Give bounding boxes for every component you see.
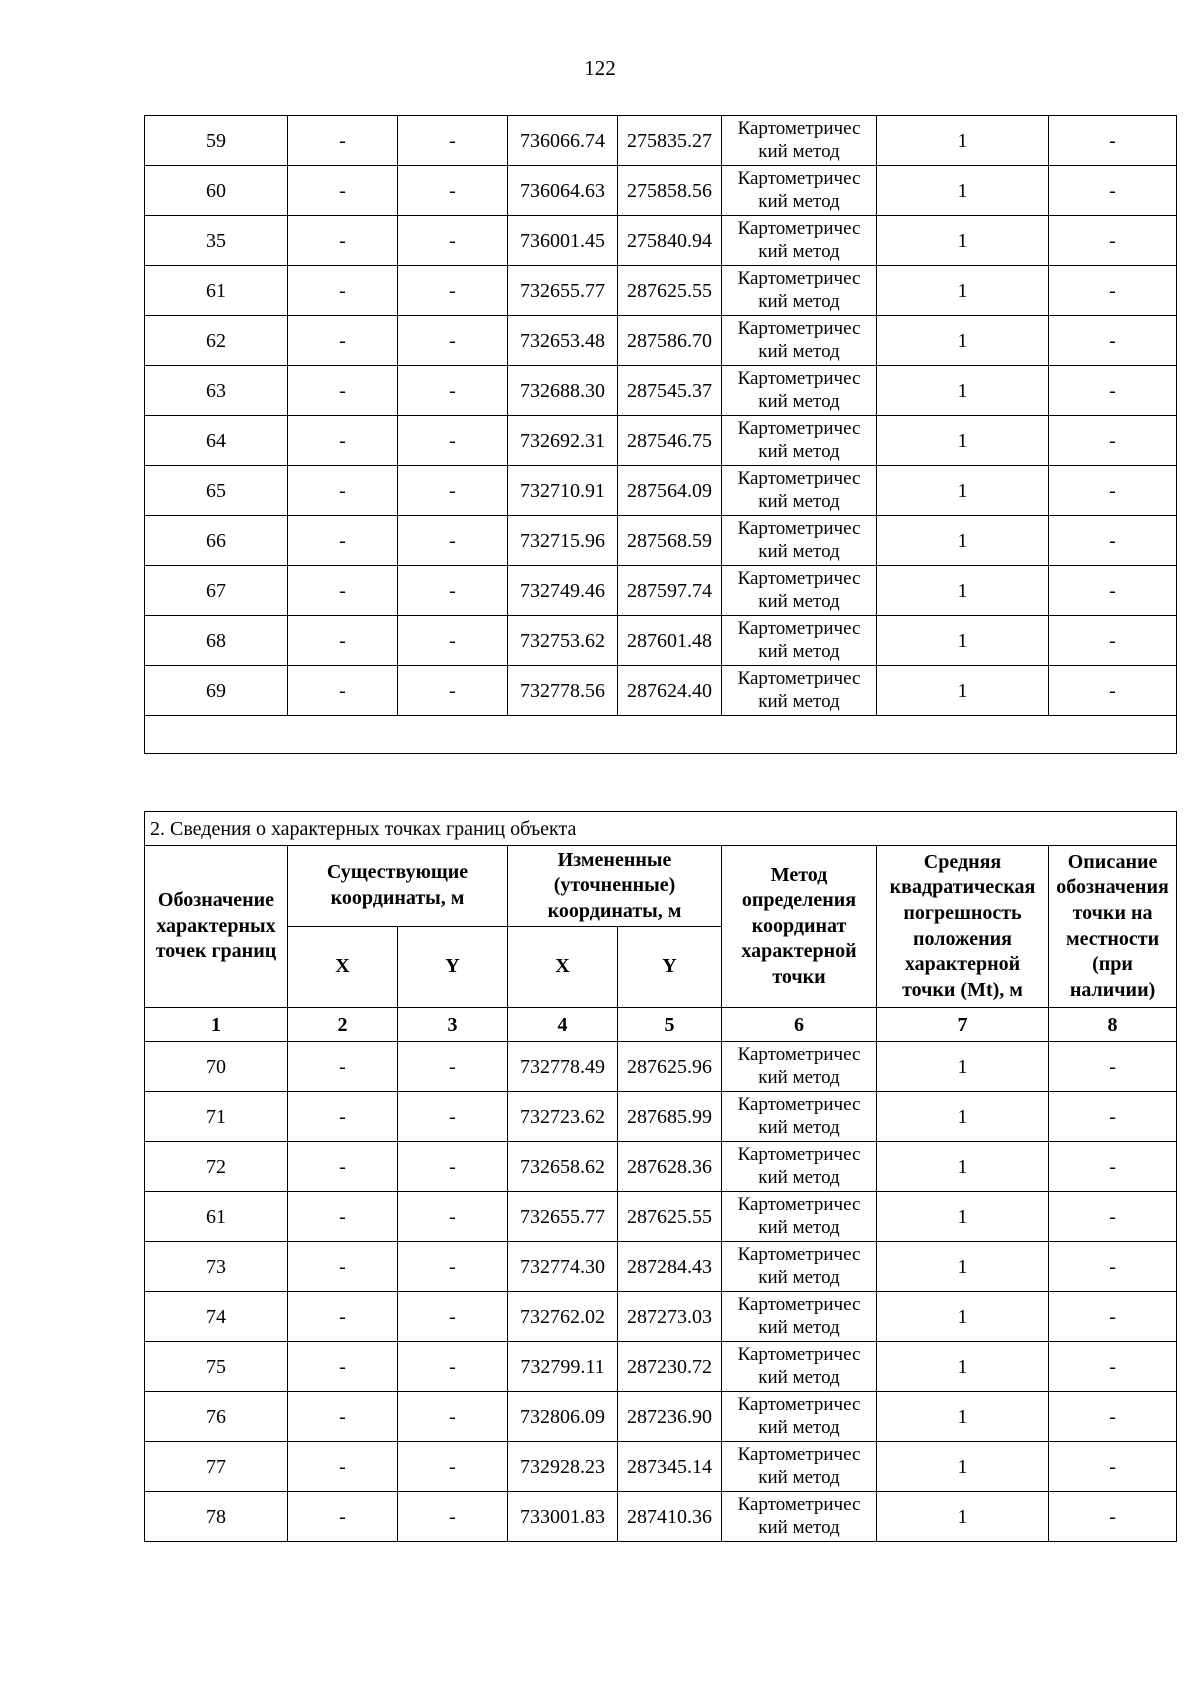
changed-y-cell: 287345.14 [618,1442,722,1492]
method-cell: Картометричес кий метод [722,1242,877,1292]
table-row [145,1042,1177,1092]
method-cell: Картометричес кий метод [722,266,877,316]
existing-x-cell: - [288,1192,398,1242]
changed-x-cell: 732655.77 [508,1192,618,1242]
point-id-cell: 61 [145,1192,288,1242]
existing-y-cell: - [398,216,508,266]
changed-x-cell: 732928.23 [508,1442,618,1492]
method-cell: Картометричес кий метод [722,1192,877,1242]
existing-y-cell: - [398,1242,508,1292]
method-cell: Картометричес кий метод [722,666,877,716]
changed-x-cell: 736066.74 [508,116,618,166]
method-cell: Картометричес кий метод [722,466,877,516]
method-cell: Картометричес кий метод [722,216,877,266]
changed-y-cell: 287628.36 [618,1142,722,1192]
description-cell: - [1049,166,1177,216]
table-row [145,666,1177,716]
point-id-cell: 63 [145,366,288,416]
description-cell: - [1049,1342,1177,1392]
table-row [145,166,1177,216]
existing-x-cell: - [288,366,398,416]
method-cell: Картометричес кий метод [722,1292,877,1342]
column-number: 2 [288,1008,398,1042]
existing-y-cell: - [398,266,508,316]
description-cell: - [1049,516,1177,566]
existing-x-cell: - [288,566,398,616]
error-cell: 1 [877,1492,1049,1542]
existing-y-cell: - [398,316,508,366]
changed-x-cell: 732710.91 [508,466,618,516]
error-cell: 1 [877,416,1049,466]
changed-x-cell: 732806.09 [508,1392,618,1442]
description-cell: - [1049,1142,1177,1192]
existing-x-cell: - [288,466,398,516]
table-caption: 2. Сведения о характерных точках границ объекта [145,812,1177,846]
error-cell: 1 [877,516,1049,566]
point-id-cell: 73 [145,1242,288,1292]
point-id-cell: 59 [145,116,288,166]
changed-y-cell: 287568.59 [618,516,722,566]
method-cell: Картометричес кий метод [722,616,877,666]
changed-y-cell: 287601.48 [618,616,722,666]
existing-y-cell: - [398,166,508,216]
empty-cell [145,716,1177,754]
header-existing-coordinates: Существующие координаты, м [288,846,508,927]
changed-y-cell: 287625.55 [618,1192,722,1242]
error-cell: 1 [877,216,1049,266]
existing-x-cell: - [288,266,398,316]
changed-x-cell: 732658.62 [508,1142,618,1192]
existing-x-cell: - [288,516,398,566]
changed-y-cell: 287625.55 [618,266,722,316]
changed-y-cell: 275835.27 [618,116,722,166]
point-id-cell: 76 [145,1392,288,1442]
existing-y-cell: - [398,616,508,666]
changed-y-cell: 275858.56 [618,166,722,216]
changed-y-cell: 287586.70 [618,316,722,366]
error-cell: 1 [877,1042,1049,1092]
description-cell: - [1049,666,1177,716]
existing-y-cell: - [398,1042,508,1092]
changed-x-cell: 732692.31 [508,416,618,466]
existing-x-cell: - [288,416,398,466]
description-cell: - [1049,366,1177,416]
table-row [145,1442,1177,1492]
coordinates-table-continued [144,115,1177,754]
method-cell: Картометричес кий метод [722,316,877,366]
description-cell: - [1049,1492,1177,1542]
header-changed-coordinates: Измененные (уточненные) координаты, м [508,846,722,927]
error-cell: 1 [877,266,1049,316]
error-cell: 1 [877,1442,1049,1492]
existing-y-cell: - [398,1492,508,1542]
existing-x-cell: - [288,216,398,266]
existing-x-cell: - [288,1292,398,1342]
existing-y-cell: - [398,116,508,166]
column-number: 7 [877,1008,1049,1042]
table-row [145,416,1177,466]
point-id-cell: 68 [145,616,288,666]
changed-x-cell: 732653.48 [508,316,618,366]
table-row [145,1142,1177,1192]
description-cell: - [1049,1392,1177,1442]
table-row [145,366,1177,416]
changed-x-cell: 732655.77 [508,266,618,316]
description-cell: - [1049,1192,1177,1242]
table-row [145,216,1177,266]
existing-x-cell: - [288,1442,398,1492]
changed-x-cell: 732762.02 [508,1292,618,1342]
point-id-cell: 62 [145,316,288,366]
table-row [145,466,1177,516]
header-designation: Обозначение характерных точек границ [145,846,288,1008]
description-cell: - [1049,316,1177,366]
changed-y-cell: 287545.37 [618,366,722,416]
table-row [145,116,1177,166]
column-number: 6 [722,1008,877,1042]
changed-x-cell: 736001.45 [508,216,618,266]
changed-x-cell: 732723.62 [508,1092,618,1142]
changed-y-cell: 287564.09 [618,466,722,516]
description-cell: - [1049,416,1177,466]
existing-y-cell: - [398,1342,508,1392]
existing-x-cell: - [288,1142,398,1192]
method-cell: Картометричес кий метод [722,516,877,566]
point-id-cell: 78 [145,1492,288,1542]
point-id-cell: 69 [145,666,288,716]
changed-x-cell: 732715.96 [508,516,618,566]
table-row [145,616,1177,666]
point-id-cell: 77 [145,1442,288,1492]
table-row [145,1392,1177,1442]
error-cell: 1 [877,1242,1049,1292]
method-cell: Картометричес кий метод [722,1142,877,1192]
existing-y-cell: - [398,1392,508,1442]
method-cell: Картометричес кий метод [722,366,877,416]
changed-x-cell: 732774.30 [508,1242,618,1292]
table-row [145,266,1177,316]
changed-y-cell: 287597.74 [618,566,722,616]
changed-y-cell: 287546.75 [618,416,722,466]
existing-y-cell: - [398,1292,508,1342]
table-row [145,1492,1177,1542]
error-cell: 1 [877,1142,1049,1192]
point-id-cell: 70 [145,1042,288,1092]
changed-x-cell: 732753.62 [508,616,618,666]
column-number: 1 [145,1008,288,1042]
description-cell: - [1049,466,1177,516]
existing-x-cell: - [288,1042,398,1092]
table-1-body [145,116,1177,754]
error-cell: 1 [877,616,1049,666]
error-cell: 1 [877,1292,1049,1342]
description-cell: - [1049,216,1177,266]
table-row [145,516,1177,566]
column-number: 5 [618,1008,722,1042]
existing-x-cell: - [288,1342,398,1392]
header-existing-y: Y [398,927,508,1008]
changed-y-cell: 287230.72 [618,1342,722,1392]
existing-y-cell: - [398,566,508,616]
method-cell: Картометричес кий метод [722,416,877,466]
description-cell: - [1049,1242,1177,1292]
changed-x-cell: 732749.46 [508,566,618,616]
existing-y-cell: - [398,516,508,566]
error-cell: 1 [877,1342,1049,1392]
column-number: 8 [1049,1008,1177,1042]
point-id-cell: 75 [145,1342,288,1392]
existing-x-cell: - [288,616,398,666]
description-cell: - [1049,266,1177,316]
error-cell: 1 [877,1392,1049,1442]
point-id-cell: 35 [145,216,288,266]
existing-y-cell: - [398,466,508,516]
empty-row [145,716,1177,754]
existing-x-cell: - [288,316,398,366]
changed-y-cell: 287284.43 [618,1242,722,1292]
point-id-cell: 60 [145,166,288,216]
changed-x-cell: 732778.49 [508,1042,618,1092]
changed-x-cell: 733001.83 [508,1492,618,1542]
description-cell: - [1049,1092,1177,1142]
error-cell: 1 [877,366,1049,416]
method-cell: Картометричес кий метод [722,1392,877,1442]
method-cell: Картометричес кий метод [722,166,877,216]
existing-x-cell: - [288,666,398,716]
changed-y-cell: 287273.03 [618,1292,722,1342]
existing-x-cell: - [288,1242,398,1292]
column-number: 4 [508,1008,618,1042]
table-row [145,1092,1177,1142]
existing-x-cell: - [288,166,398,216]
column-number: 3 [398,1008,508,1042]
description-cell: - [1049,1292,1177,1342]
existing-x-cell: - [288,1092,398,1142]
method-cell: Картометричес кий метод [722,1342,877,1392]
table-row [145,566,1177,616]
method-cell: Картометричес кий метод [722,1042,877,1092]
existing-y-cell: - [398,366,508,416]
changed-y-cell: 275840.94 [618,216,722,266]
method-cell: Картометричес кий метод [722,566,877,616]
header-existing-x: X [288,927,398,1008]
table-row [145,316,1177,366]
changed-y-cell: 287685.99 [618,1092,722,1142]
point-id-cell: 66 [145,516,288,566]
error-cell: 1 [877,316,1049,366]
table-row [145,1242,1177,1292]
method-cell: Картометричес кий метод [722,1442,877,1492]
table-row [145,1292,1177,1342]
method-cell: Картометричес кий метод [722,1492,877,1542]
point-id-cell: 67 [145,566,288,616]
description-cell: - [1049,616,1177,666]
point-id-cell: 61 [145,266,288,316]
table-row [145,1342,1177,1392]
changed-y-cell: 287625.96 [618,1042,722,1092]
description-cell: - [1049,1442,1177,1492]
error-cell: 1 [877,166,1049,216]
description-cell: - [1049,1042,1177,1092]
error-cell: 1 [877,1192,1049,1242]
point-id-cell: 64 [145,416,288,466]
existing-y-cell: - [398,1092,508,1142]
existing-y-cell: - [398,666,508,716]
header-description: Описание обозначения точки на местности (при наличии) [1049,846,1177,1008]
point-id-cell: 72 [145,1142,288,1192]
error-cell: 1 [877,566,1049,616]
changed-x-cell: 732688.30 [508,366,618,416]
error-cell: 1 [877,666,1049,716]
changed-y-cell: 287410.36 [618,1492,722,1542]
existing-y-cell: - [398,1192,508,1242]
point-id-cell: 65 [145,466,288,516]
description-cell: - [1049,116,1177,166]
existing-y-cell: - [398,1442,508,1492]
existing-x-cell: - [288,1392,398,1442]
error-cell: 1 [877,466,1049,516]
page-number: 122 [584,56,616,80]
method-cell: Картометричес кий метод [722,116,877,166]
boundary-points-table [144,811,1177,1542]
existing-x-cell: - [288,1492,398,1542]
description-cell: - [1049,566,1177,616]
existing-x-cell: - [288,116,398,166]
table-row [145,1192,1177,1242]
changed-y-cell: 287236.90 [618,1392,722,1442]
method-cell: Картометричес кий метод [722,1092,877,1142]
header-method: Метод определения координат характерной точки [722,846,877,1008]
header-changed-x: X [508,927,618,1008]
column-number-row [145,1008,1177,1042]
table-2-body [145,1042,1177,1542]
error-cell: 1 [877,116,1049,166]
point-id-cell: 71 [145,1092,288,1142]
existing-y-cell: - [398,416,508,466]
header-changed-y: Y [618,927,722,1008]
error-cell: 1 [877,1092,1049,1142]
changed-x-cell: 732778.56 [508,666,618,716]
header-error: Средняя квадратическая погрешность положения характерной точки (Mt), м [877,846,1049,1008]
changed-x-cell: 736064.63 [508,166,618,216]
point-id-cell: 74 [145,1292,288,1342]
changed-x-cell: 732799.11 [508,1342,618,1392]
existing-y-cell: - [398,1142,508,1192]
changed-y-cell: 287624.40 [618,666,722,716]
